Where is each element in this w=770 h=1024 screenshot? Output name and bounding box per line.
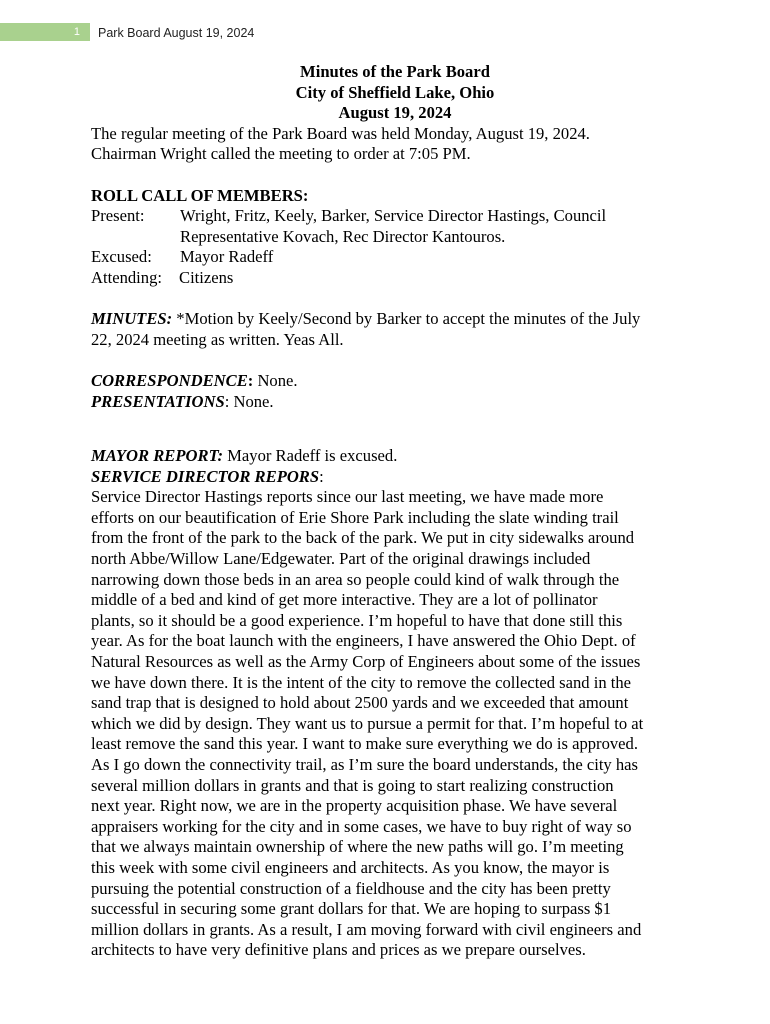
present-row xyxy=(91,206,691,247)
report-line: sand trap that is designed to hold about 2500 yards and we exceeded that amount xyxy=(91,693,629,713)
excused-label: Excused: xyxy=(91,247,152,267)
page-number: 1 xyxy=(73,26,80,38)
report-line: appraisers working for the city and in some cases, we have to buy right of way so xyxy=(91,816,632,836)
minutes-label: MINUTES: xyxy=(91,309,173,329)
report-line: that we always maintain ownership of where the new paths will go. I’m meeting xyxy=(91,837,624,857)
present-line-2: Representative Kovach, Rec Director Kantouros. xyxy=(180,226,506,246)
report-line: Natural Resources as well as the Army Corp of Engineers about some of the issues xyxy=(91,652,641,672)
correspondence-colon: : xyxy=(247,370,254,390)
correspondence-value: None. xyxy=(253,370,298,390)
title-line-2: City of Sheffield Lake, Ohio xyxy=(295,82,495,102)
report-line: million dollars in grants. As a result, I am moving forward with civil engineers and xyxy=(91,919,642,939)
report-line: plants, so it should be a good experience. I’m hopeful to have that done still this xyxy=(91,610,623,630)
excused-value: Mayor Radeff xyxy=(180,247,274,267)
report-line: next year. Right now, we are in the property acquisition phase. We have several xyxy=(91,796,618,816)
correspondence-line xyxy=(91,371,691,392)
report-line: successful in securing some grant dollars for that. We are hoping to surpass $1 xyxy=(91,899,612,919)
attending-value: Citizens xyxy=(179,267,234,287)
service-director-colon: : xyxy=(319,466,324,486)
mayor-report-label: MAYOR REPORT: xyxy=(91,446,223,466)
service-director-heading xyxy=(91,467,691,488)
service-director-label: SERVICE DIRECTOR REPORS xyxy=(91,466,320,486)
report-line: several million dollars in grants and that is going to start realizing construction xyxy=(91,775,614,795)
report-line: pursuing the potential construction of a fieldhouse and the city has been pretty xyxy=(91,878,611,898)
attending-row xyxy=(91,268,691,289)
presentations-line xyxy=(91,392,691,413)
report-line: efforts on our beautification of Erie Shore Park including the slate winding trail xyxy=(91,507,619,527)
intro-line-1: The regular meeting of the Park Board was held Monday, August 19, 2024. xyxy=(91,123,590,143)
running-header: Park Board August 19, 2024 xyxy=(98,26,255,40)
title-line-1: Minutes of the Park Board xyxy=(300,62,490,81)
report-line: north Abbe/Willow Lane/Edgewater. Part of the original drawings included xyxy=(91,549,591,569)
title-line-3: August 19, 2024 xyxy=(338,103,452,123)
present-label: Present: xyxy=(91,206,145,226)
page-number-tab xyxy=(0,23,90,41)
presentations-value: : None. xyxy=(224,391,274,411)
excused-row xyxy=(91,247,691,268)
report-line: we have down there. It is the intent of the city to remove the collected sand in the xyxy=(91,672,632,692)
report-line: year. As for the boat launch with the engineers, I have answered the Ohio Dept. of xyxy=(91,631,636,651)
correspondence-label: CORRESPONDENCE xyxy=(91,370,248,390)
attending-label: Attending: xyxy=(91,267,162,287)
minutes-text-1: *Motion by Keely/Second by Barker to accept the minutes of the July xyxy=(172,309,641,329)
mayor-report-value: Mayor Radeff is excused. xyxy=(223,446,398,466)
presentations-label: PRESENTATIONS xyxy=(91,391,225,411)
report-line: middle of a bed and kind of get more interactive. They are a lot of pollinator xyxy=(91,590,598,610)
report-line: from the front of the park to the back of the park. We put in city sidewalks around xyxy=(91,528,635,548)
mayor-report-line xyxy=(91,446,691,467)
minutes-text-2: 22, 2024 meeting as written. Yeas All. xyxy=(91,329,344,349)
report-line: least remove the sand this year. I want to make sure everything we do is approved. xyxy=(91,734,638,754)
document-title xyxy=(91,62,691,124)
service-director-report xyxy=(91,487,691,961)
report-line: narrowing down those beds in an area so people could kind of walk through the xyxy=(91,569,620,589)
present-value xyxy=(180,206,691,247)
report-line: architects to have very definitive plans and prices as we prepare ourselves. xyxy=(91,940,586,960)
document-body xyxy=(91,62,691,961)
intro-line-2: Chairman Wright called the meeting to order at 7:05 PM. xyxy=(91,144,471,164)
report-line: which we did by design. They want us to pursue a permit for that. I’m hopeful to at xyxy=(91,713,644,733)
minutes-paragraph xyxy=(91,309,691,350)
report-line: this week with some civil engineers and architects. As you know, the mayor is xyxy=(91,857,610,877)
roll-call-heading: ROLL CALL OF MEMBERS: xyxy=(91,185,309,205)
report-line: As I go down the connectivity trail, as I’m sure the board understands, the city has xyxy=(91,755,638,774)
report-line: Service Director Hastings reports since our last meeting, we have made more xyxy=(91,487,604,507)
present-line-1: Wright, Fritz, Keely, Barker, Service Director Hastings, Council xyxy=(180,206,607,226)
